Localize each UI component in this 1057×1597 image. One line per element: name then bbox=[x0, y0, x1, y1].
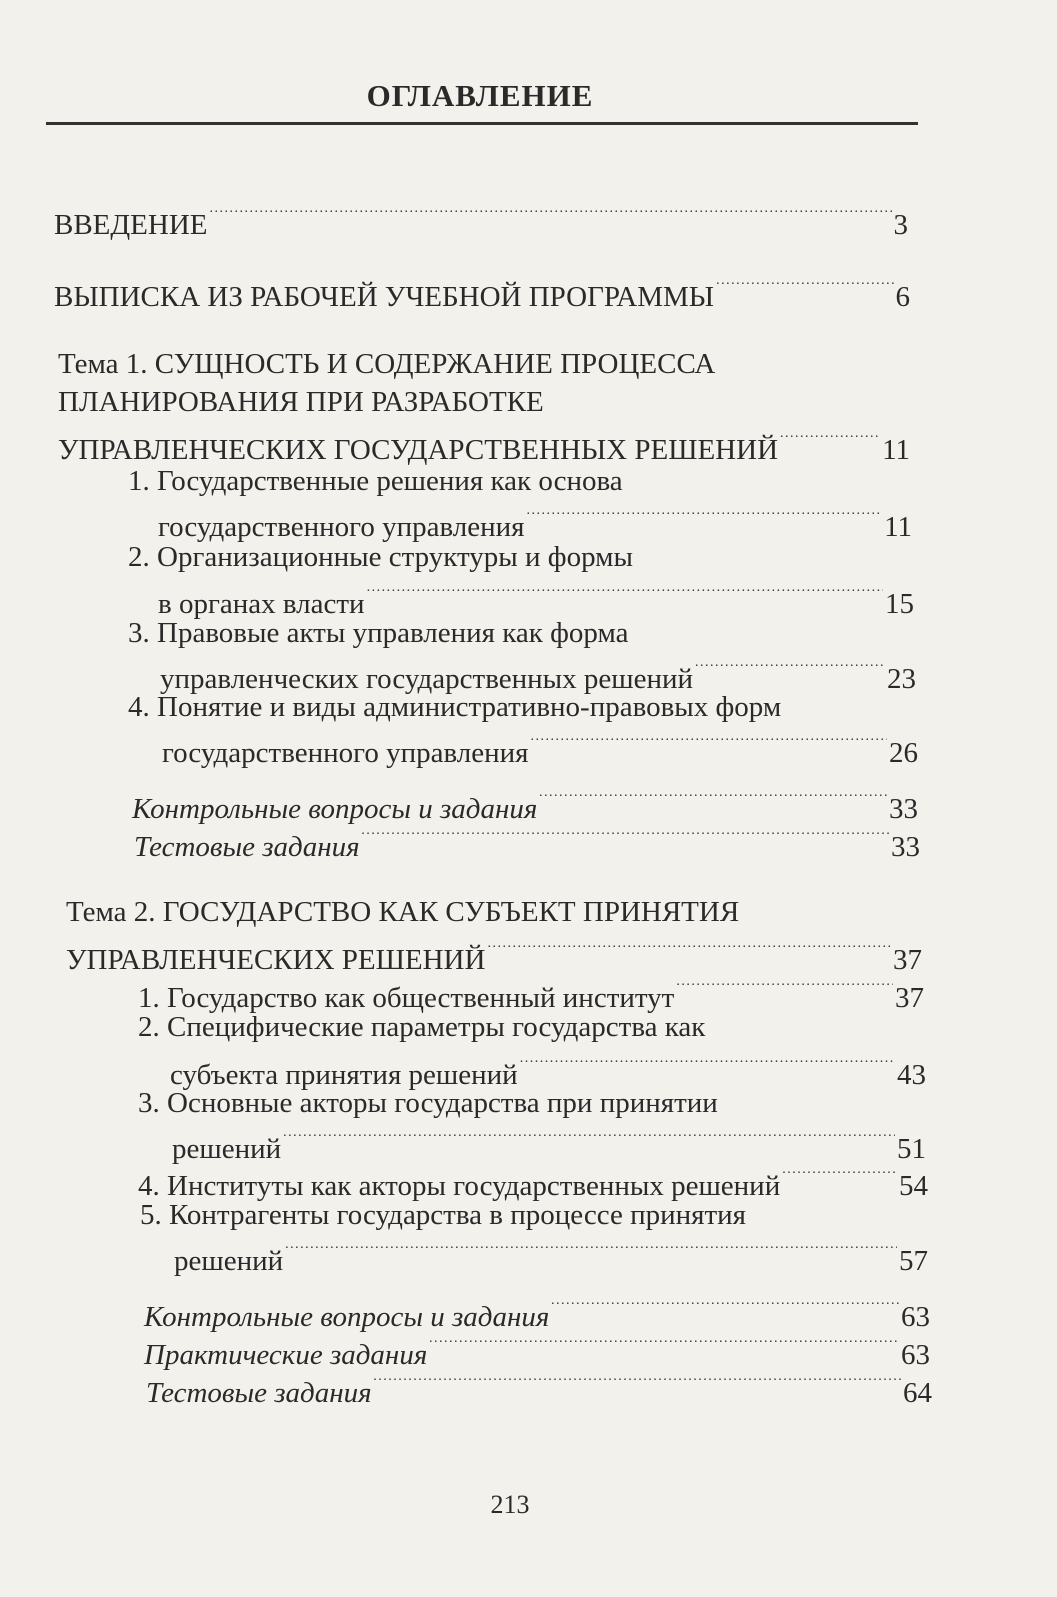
dot-leader bbox=[782, 1157, 897, 1195]
toc-entry-label: Контрольные вопросы и задания bbox=[132, 793, 538, 825]
toc-page-number: 57 bbox=[899, 1245, 928, 1277]
topic1-title-line2: ПЛАНИРОВАНИЯ ПРИ РАЗРАБОТКЕ bbox=[58, 386, 544, 418]
toc-entry-label: ВЫПИСКА ИЗ РАБОЧЕЙ УЧЕБНОЙ ПРОГРАММЫ bbox=[54, 281, 715, 313]
toc-page-number: 11 bbox=[884, 511, 912, 543]
topic1-section4-line1: 4. Понятие и виды административно-правовых форм bbox=[128, 691, 782, 723]
title-underline bbox=[46, 122, 918, 125]
toc-page-number: 3 bbox=[893, 209, 908, 241]
toc-entry-label: ВВЕДЕНИЕ bbox=[54, 209, 208, 241]
toc-entry-label: 4. Институты как акторы государственных решений bbox=[138, 1170, 781, 1202]
dot-leader bbox=[283, 1120, 895, 1158]
toc-page-number: 43 bbox=[897, 1059, 926, 1091]
toc-page-number: 51 bbox=[897, 1133, 926, 1165]
dot-leader bbox=[676, 969, 893, 1007]
dot-leader bbox=[285, 1232, 897, 1270]
toc-page-number: 37 bbox=[895, 982, 924, 1014]
toc-page-number: 54 bbox=[899, 1170, 928, 1202]
toc-entry-label: в органах власти bbox=[158, 588, 365, 620]
dot-leader bbox=[551, 1288, 899, 1326]
toc-entry-label: Практические задания bbox=[144, 1339, 428, 1371]
toc-page-number: 11 bbox=[882, 434, 910, 466]
toc-page-number: 64 bbox=[903, 1377, 932, 1409]
toc-entry-label: субъекта принятия решений bbox=[170, 1059, 518, 1091]
topic1-section1-line1: 1. Государственные решения как основа bbox=[128, 465, 623, 497]
dot-leader bbox=[374, 1364, 901, 1402]
toc-entry-label: решений bbox=[174, 1245, 284, 1277]
toc-entry-topic1-tests bbox=[134, 818, 920, 866]
toc-page-number: 63 bbox=[901, 1339, 930, 1371]
toc-entry-label: Контрольные вопросы и задания bbox=[144, 1301, 550, 1333]
dot-leader bbox=[695, 650, 885, 688]
topic2-section5-line1: 5. Контрагенты государства в процессе принятия bbox=[140, 1199, 747, 1231]
toc-page-number: 15 bbox=[885, 588, 914, 620]
dot-leader bbox=[527, 498, 883, 536]
toc-entry-label: управленческих государственных решений bbox=[160, 663, 694, 695]
dot-leader bbox=[367, 575, 883, 613]
topic1-title-line1: Тема 1. СУЩНОСТЬ И СОДЕРЖАНИЕ ПРОЦЕССА bbox=[58, 348, 716, 380]
toc-page-number: 37 bbox=[893, 944, 922, 976]
dot-leader bbox=[780, 421, 880, 459]
toc-entry-label: УПРАВЛЕНЧЕСКИХ ГОСУДАРСТВЕННЫХ РЕШЕНИЙ bbox=[58, 434, 779, 466]
toc-entry-excerpt bbox=[54, 268, 910, 316]
toc-entry-label: решений bbox=[172, 1133, 282, 1165]
toc-page-number: 23 bbox=[887, 663, 916, 695]
topic2-section2-line1: 2. Специфические параметры государства как bbox=[138, 1011, 706, 1043]
toc-page-number: 63 bbox=[901, 1301, 930, 1333]
toc-page-number: 33 bbox=[891, 831, 920, 863]
dot-leader bbox=[429, 1326, 899, 1364]
toc-entry-topic2-section5 bbox=[174, 1232, 928, 1280]
toc-page-number: 6 bbox=[895, 281, 910, 313]
dot-leader bbox=[716, 268, 893, 306]
toc-entry-label: государственного управления bbox=[162, 737, 529, 769]
toc-entry-intro bbox=[54, 196, 908, 244]
topic1-section3-line1: 3. Правовые акты управления как форма bbox=[128, 617, 629, 649]
dot-leader bbox=[520, 1046, 895, 1084]
topic1-section2-line1: 2. Организационные структуры и формы bbox=[128, 541, 633, 573]
page-number: 213 bbox=[490, 1490, 530, 1519]
dot-leader bbox=[487, 931, 891, 969]
dot-leader bbox=[362, 818, 889, 856]
topic2-title-line1: Тема 2. ГОСУДАРСТВО КАК СУБЪЕКТ ПРИНЯТИЯ bbox=[66, 896, 740, 928]
toc-page-number: 26 bbox=[889, 737, 918, 769]
toc-entry-topic1-section4 bbox=[162, 724, 918, 772]
toc-entry-label: государственного управления bbox=[158, 511, 525, 543]
page-title: ОГЛАВЛЕНИЕ bbox=[366, 78, 594, 113]
toc-entry-label: Тестовые задания bbox=[146, 1377, 372, 1409]
toc-entry-label: 1. Государство как общественный институт bbox=[138, 982, 675, 1014]
dot-leader bbox=[210, 196, 892, 234]
topic2-section3-line1: 3. Основные акторы государства при принятии bbox=[138, 1087, 718, 1119]
toc-entry-label: УПРАВЛЕНЧЕСКИХ РЕШЕНИЙ bbox=[66, 944, 486, 976]
toc-entry-label: Тестовые задания bbox=[134, 831, 360, 863]
dot-leader bbox=[539, 780, 887, 818]
dot-leader bbox=[531, 724, 887, 762]
toc-entry-topic2-tests bbox=[146, 1364, 932, 1412]
toc-page-number: 33 bbox=[889, 793, 918, 825]
